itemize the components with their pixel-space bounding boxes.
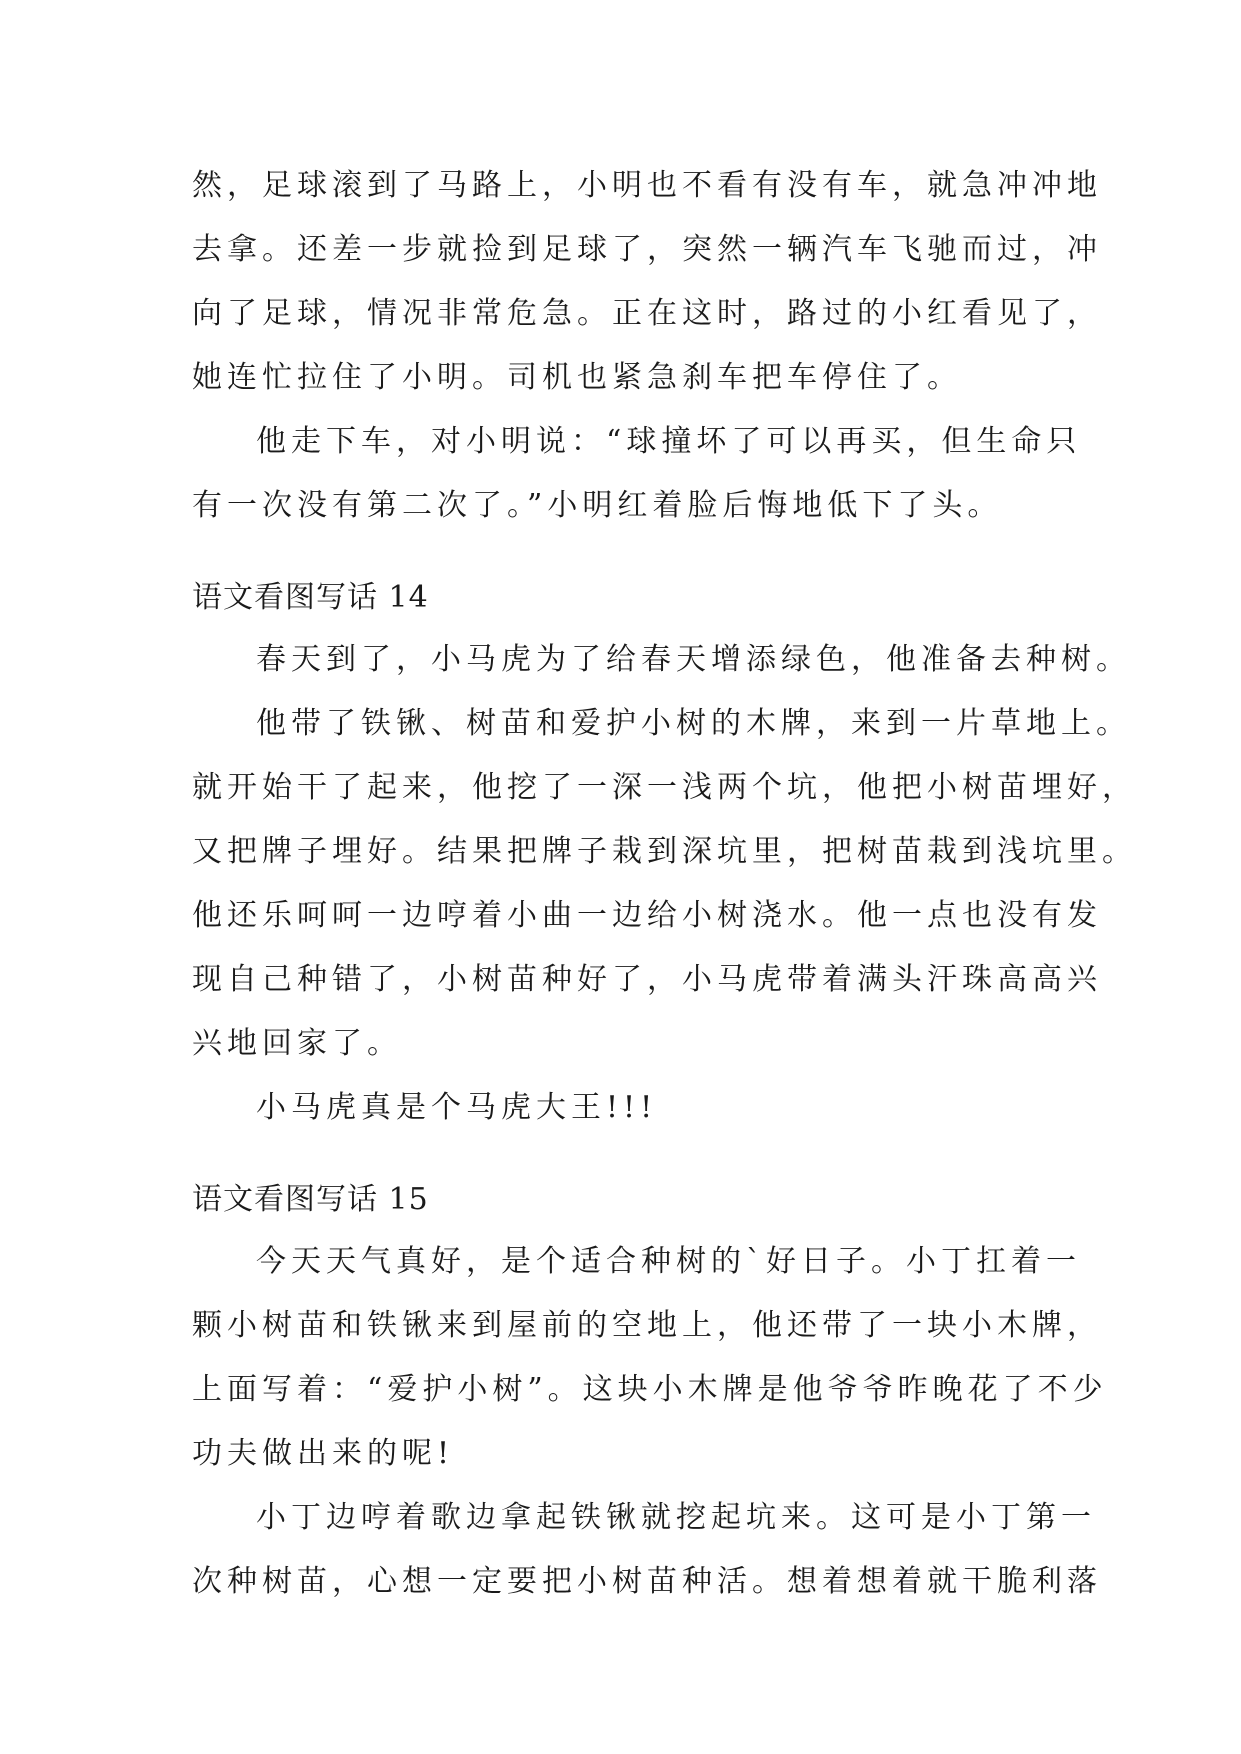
paragraph-line: 颗小树苗和铁锹来到屋前的空地上，他还带了一块小木牌， [192, 1308, 1102, 1343]
paragraph-line: 向了足球，情况非常危急。正在这时，路过的小红看见了， [192, 296, 1102, 331]
paragraph-line: 有一次没有第二次了。”小明红着脸后悔地低下了头。 [192, 488, 1003, 523]
paragraph-line: 然，足球滚到了马路上，小明也不看有没有车，就急冲冲地 [192, 168, 1102, 203]
section-heading: 语文看图写话 14 [192, 580, 429, 615]
paragraph-line: 又把牌子埋好。结果把牌子栽到深坑里，把树苗栽到浅坑里。 [192, 834, 1137, 869]
paragraph-line: 兴地回家了。 [192, 1026, 402, 1061]
paragraph-line: 去拿。还差一步就捡到足球了，突然一辆汽车飞驰而过，冲 [192, 232, 1102, 267]
paragraph-line: 他走下车，对小明说：“球撞坏了可以再买，但生命只 [256, 424, 1082, 459]
paragraph-line: 功夫做出来的呢! [192, 1436, 455, 1471]
paragraph-line: 春天到了，小马虎为了给春天增添绿色，他准备去种树。 [256, 642, 1131, 677]
section-heading: 语文看图写话 15 [192, 1182, 429, 1217]
paragraph-line: 她连忙拉住了小明。司机也紧急刹车把车停住了。 [192, 360, 962, 395]
paragraph-line: 就开始干了起来，他挖了一深一浅两个坑，他把小树苗埋好， [192, 770, 1137, 805]
paragraph-line: 小马虎真是个马虎大王!!! [256, 1090, 658, 1125]
paragraph-line: 现自己种错了，小树苗种好了，小马虎带着满头汗珠高高兴 [192, 962, 1102, 997]
paragraph-line: 上面写着：“爱护小树”。这块小木牌是他爷爷昨晚花了不少 [192, 1372, 1108, 1407]
paragraph-line: 今天天气真好，是个适合种树的`好日子。小丁扛着一 [256, 1244, 1081, 1279]
paragraph-line: 次种树苗，心想一定要把小树苗种活。想着想着就干脆利落 [192, 1564, 1102, 1599]
paragraph-line: 小丁边哼着歌边拿起铁锹就挖起坑来。这可是小丁第一 [256, 1500, 1096, 1535]
paragraph-line: 他带了铁锹、树苗和爱护小树的木牌，来到一片草地上。 [256, 706, 1131, 741]
paragraph-line: 他还乐呵呵一边哼着小曲一边给小树浇水。他一点也没有发 [192, 898, 1102, 933]
